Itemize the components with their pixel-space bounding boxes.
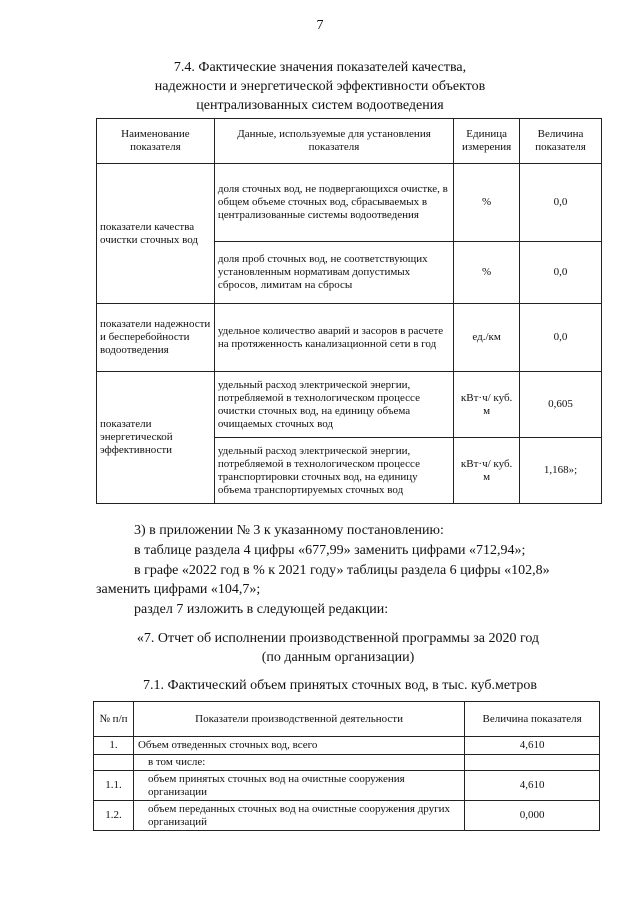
group-name-reliability: показатели надежности и бесперебойности водоотведения [97, 304, 215, 372]
table-row [97, 304, 602, 372]
row-number: 1.2. [94, 801, 134, 831]
table-header-row [97, 119, 602, 164]
row-value: 0,000 [465, 801, 600, 831]
row-value: 1,168»; [520, 438, 602, 504]
row-value [465, 755, 600, 771]
row-data: удельное количество аварий и засоров в расчете на протяженность канализационной сети в год [214, 304, 453, 372]
row-unit: ед./км [454, 304, 520, 372]
section-7-4-title-line-1: 7.4. Фактические значения показателей качества, [173, 60, 467, 75]
row-label: в том числе: [133, 755, 464, 771]
header-indicator-name: Наименование показателя [97, 119, 215, 164]
group-name-quality: показатели качества очистки сточных вод [97, 164, 215, 304]
header-data: Данные, используемые для установления показателя [214, 119, 453, 164]
header-value: Величина показателя [520, 119, 602, 164]
row-value: 0,0 [520, 242, 602, 304]
row-unit: кВт·ч/ куб. м [454, 372, 520, 438]
row-unit: % [454, 242, 520, 304]
row-unit: кВт·ч/ куб. м [454, 438, 520, 504]
section-7-title-line-1: «7. Отчет об исполнении производственной программы за 2020 год [136, 631, 540, 646]
header-number: № п/п [94, 702, 134, 737]
header-indicators: Показатели производственной деятельности [133, 702, 464, 737]
section-7-4-title-line-3: централизованных систем водоотведения [196, 98, 444, 113]
page-number: 7 [316, 18, 324, 33]
row-value: 4,610 [465, 737, 600, 755]
row-number: 1. [94, 737, 134, 755]
table-row [94, 801, 600, 831]
row-label: объем переданных сточных вод на очистные сооружения других организаций [133, 801, 464, 831]
header-value: Величина показателя [465, 702, 600, 737]
section-7-title-line-2: (по данным организации) [261, 650, 415, 665]
table-row [97, 164, 602, 242]
section-7-1-title: 7.1. Фактический объем принятых сточных вод, в тыс. куб.метров [143, 678, 537, 693]
table-header-row [94, 702, 600, 737]
row-number [94, 755, 134, 771]
row-data: доля сточных вод, не подвергающихся очистке, в общем объеме сточных вод, сбрасываемых в централизованные системы водоотведения [214, 164, 453, 242]
paragraph-3: в графе «2022 год в % к 2021 году» таблицы раздела 6 цифры «102,8» [134, 563, 550, 578]
row-number: 1.1. [94, 771, 134, 801]
row-data: доля проб сточных вод, не соответствующих установленным нормативам допустимых сбросов, лимитам на сбросы [214, 242, 453, 304]
volume-table [93, 701, 600, 831]
paragraph-4: заменить цифрами «104,7»; [96, 582, 261, 597]
row-value: 0,605 [520, 372, 602, 438]
row-label: объем принятых сточных вод на очистные сооружения организации [133, 771, 464, 801]
table-row [94, 737, 600, 755]
row-label: Объем отведенных сточных вод, всего [133, 737, 464, 755]
row-unit: % [454, 164, 520, 242]
table-row [94, 755, 600, 771]
row-value: 0,0 [520, 304, 602, 372]
row-value: 0,0 [520, 164, 602, 242]
section-7-4-title-line-2: надежности и энергетической эффективности объектов [154, 79, 486, 94]
indicators-table [96, 118, 602, 504]
row-data: удельный расход электрической энергии, потребляемой в технологическом процессе транспортировки сточных вод, на единицу объема транспортируемых сточных вод [214, 438, 453, 504]
group-name-energy: показатели энергетической эффективности [97, 372, 215, 504]
table-row [97, 372, 602, 438]
row-value: 4,610 [465, 771, 600, 801]
paragraph-1: 3) в приложении № 3 к указанному постановлению: [134, 523, 444, 538]
header-unit: Единица измерения [454, 119, 520, 164]
row-data: удельный расход электрической энергии, потребляемой в технологическом процессе очистки сточных вод, на единицу объема очищаемых сточных вод [214, 372, 453, 438]
table-row [94, 771, 600, 801]
paragraph-2: в таблице раздела 4 цифры «677,99» заменить цифрами «712,94»; [134, 543, 526, 558]
paragraph-5: раздел 7 изложить в следующей редакции: [134, 602, 389, 617]
